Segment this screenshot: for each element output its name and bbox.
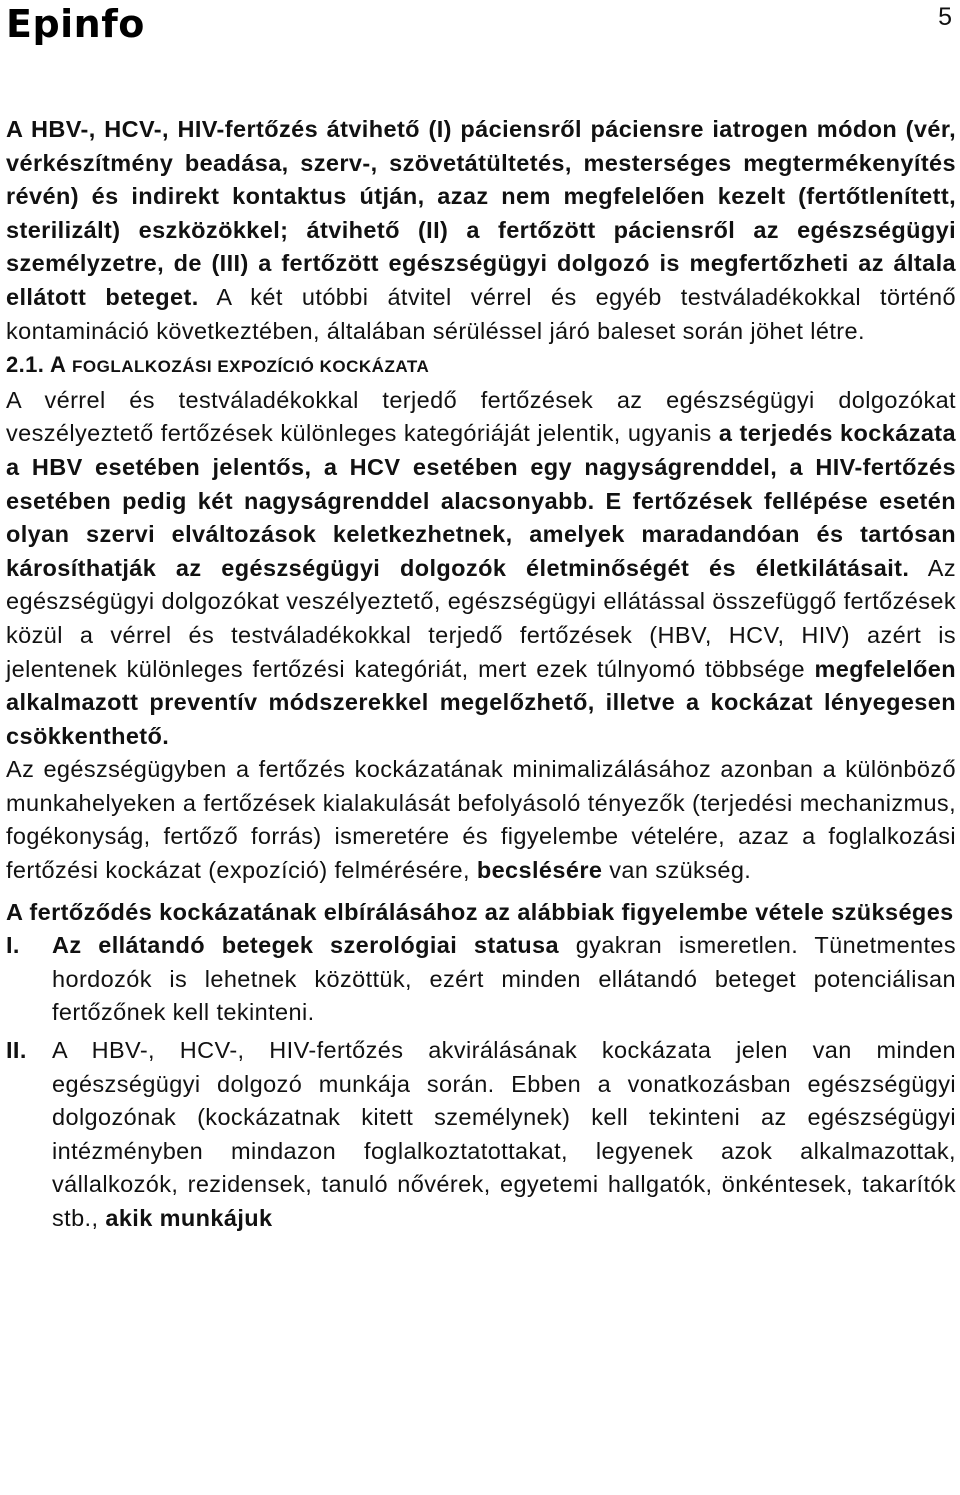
list-item [6, 929, 956, 1030]
paragraph-risk-bold-end: megfelelően alkalmazott preventív módszerekkel megelőzhető, illetve a kockázat lényegesen csökkenthető. [6, 655, 956, 749]
list-item-bold-end: akik munkájuk [105, 1205, 273, 1231]
list-item-marker: II. [6, 1037, 27, 1064]
paragraph-risk [6, 384, 956, 754]
paragraph-minimization-end: van szükség. [602, 857, 752, 884]
section-title: FOGLALKOZÁSI EXPOZÍCIÓ KOCKÁZATA [72, 357, 430, 377]
paragraph-transmission [6, 113, 956, 348]
paragraph-minimization [6, 753, 956, 887]
paragraph-assessment-intro: A fertőződés kockázatának elbírálásához az alábbiak figyelembe vétele szükséges [6, 898, 954, 925]
page-number: 5 [938, 3, 952, 31]
section-number: 2.1. [6, 352, 45, 378]
paragraph-risk-bold: a terjedés kockázata a HBV esetében jelentős, a HCV esetében egy nagyságrenddel, a HIV-fertőzés esetében pedig két nagyságrenddel alacsonyabb. E fertőzések fellépése esetén olyan szervi elváltozások keletkezhetnek, amelyek maradandóan és tartósan károsíthatják az egészségügyi dolgozók életminőségét és életkilátásait. [6, 420, 957, 581]
paragraph-transmission-bold: A HBV-, HCV-, HIV-fertőzés átvihető (I) páciensről páciensre iatrogen módon (vér, vérkészítmény beadása, szerv-, szövetátültetés, mesterséges megtermékenyítés révén) és indirekt kontaktus útján, azaz nem megfelelően kezelt (fertőtlenített, sterilizált) eszközökkel; átvihető (II) a fertőzött páciensről az egészségügyi személyzetre, de (III) a fertőzött egészségügyi dolgozó is megfertőzheti az általa ellátott beteget. [6, 116, 956, 310]
document-body [6, 113, 956, 1236]
list-item-text [52, 1034, 956, 1236]
list-item-bold: Az ellátandó betegek szerológiai statusa [52, 932, 559, 959]
paragraph-risk-intro: A vérrel és testváladékokkal terjedő fertőzések az egészségügyi dolgozókat veszélyeztető fertőzések különleges kategóriáját jelentik, ugyanis [6, 386, 956, 447]
list-item-body: A HBV-, HCV-, HIV-fertőzés akvirálásának kockázata jelen van minden egészségügyi dolgozó munkája során. Ebben a vonatkozásban egészségügyi dolgozónak (kockázatnak kitett személynek) kell tekinteni az egészségügyi intézményben mindazon foglalkoztatottakat, legyenek azok alkalmazottak, vállalkozók, rezidensek, tanuló nővérek, egyetemi hallgatók, önkéntesek, takarítók stb., [52, 1037, 956, 1231]
paragraph-risk-text: Az egészségügyi dolgozókat veszélyeztető, egészségügyi ellátással összefüggő fertőzések közül a vérrel és testváladékokkal terjedő fertőzések (HBV, HCV, HIV) azért is jelentenek különleges fertőzési kategóriát, mert ezek túlnyomó többsége [6, 554, 956, 682]
list-item-text [52, 929, 956, 1030]
paragraph-minimization-text: Az egészségügyben a fertőzés kockázatának minimalizálásához azonban a különböző munkahelyeken a fertőzések kialakulását befolyásoló tényezők (terjedési mechanizmus, fogékonyság, fertőző forrás) ismeretére és figyelembe vételére, azaz a foglalkozási fertőzési kockázat (expozíció) felmérésére, [6, 756, 956, 884]
epinfo-logo: Epinfo [6, 2, 145, 46]
list-item-body: gyakran ismeretlen. Tünetmentes hordozók is lehetnek közöttük, ezért minden ellátandó beteget potenciálisan fertőzőnek kell tekinteni. [52, 932, 956, 1026]
section-heading [6, 348, 956, 384]
section-title-initial: A [50, 352, 66, 378]
paragraph-minimization-bold: becslésére [476, 857, 603, 884]
list-item [6, 1034, 956, 1236]
list-item-marker: I. [6, 932, 20, 959]
paragraph-transmission-text: A két utóbbi átvitel vérrel és egyéb testváladékokkal történő kontamináció következtében, általában sérüléssel járó baleset során jöhet létre. [6, 283, 956, 344]
